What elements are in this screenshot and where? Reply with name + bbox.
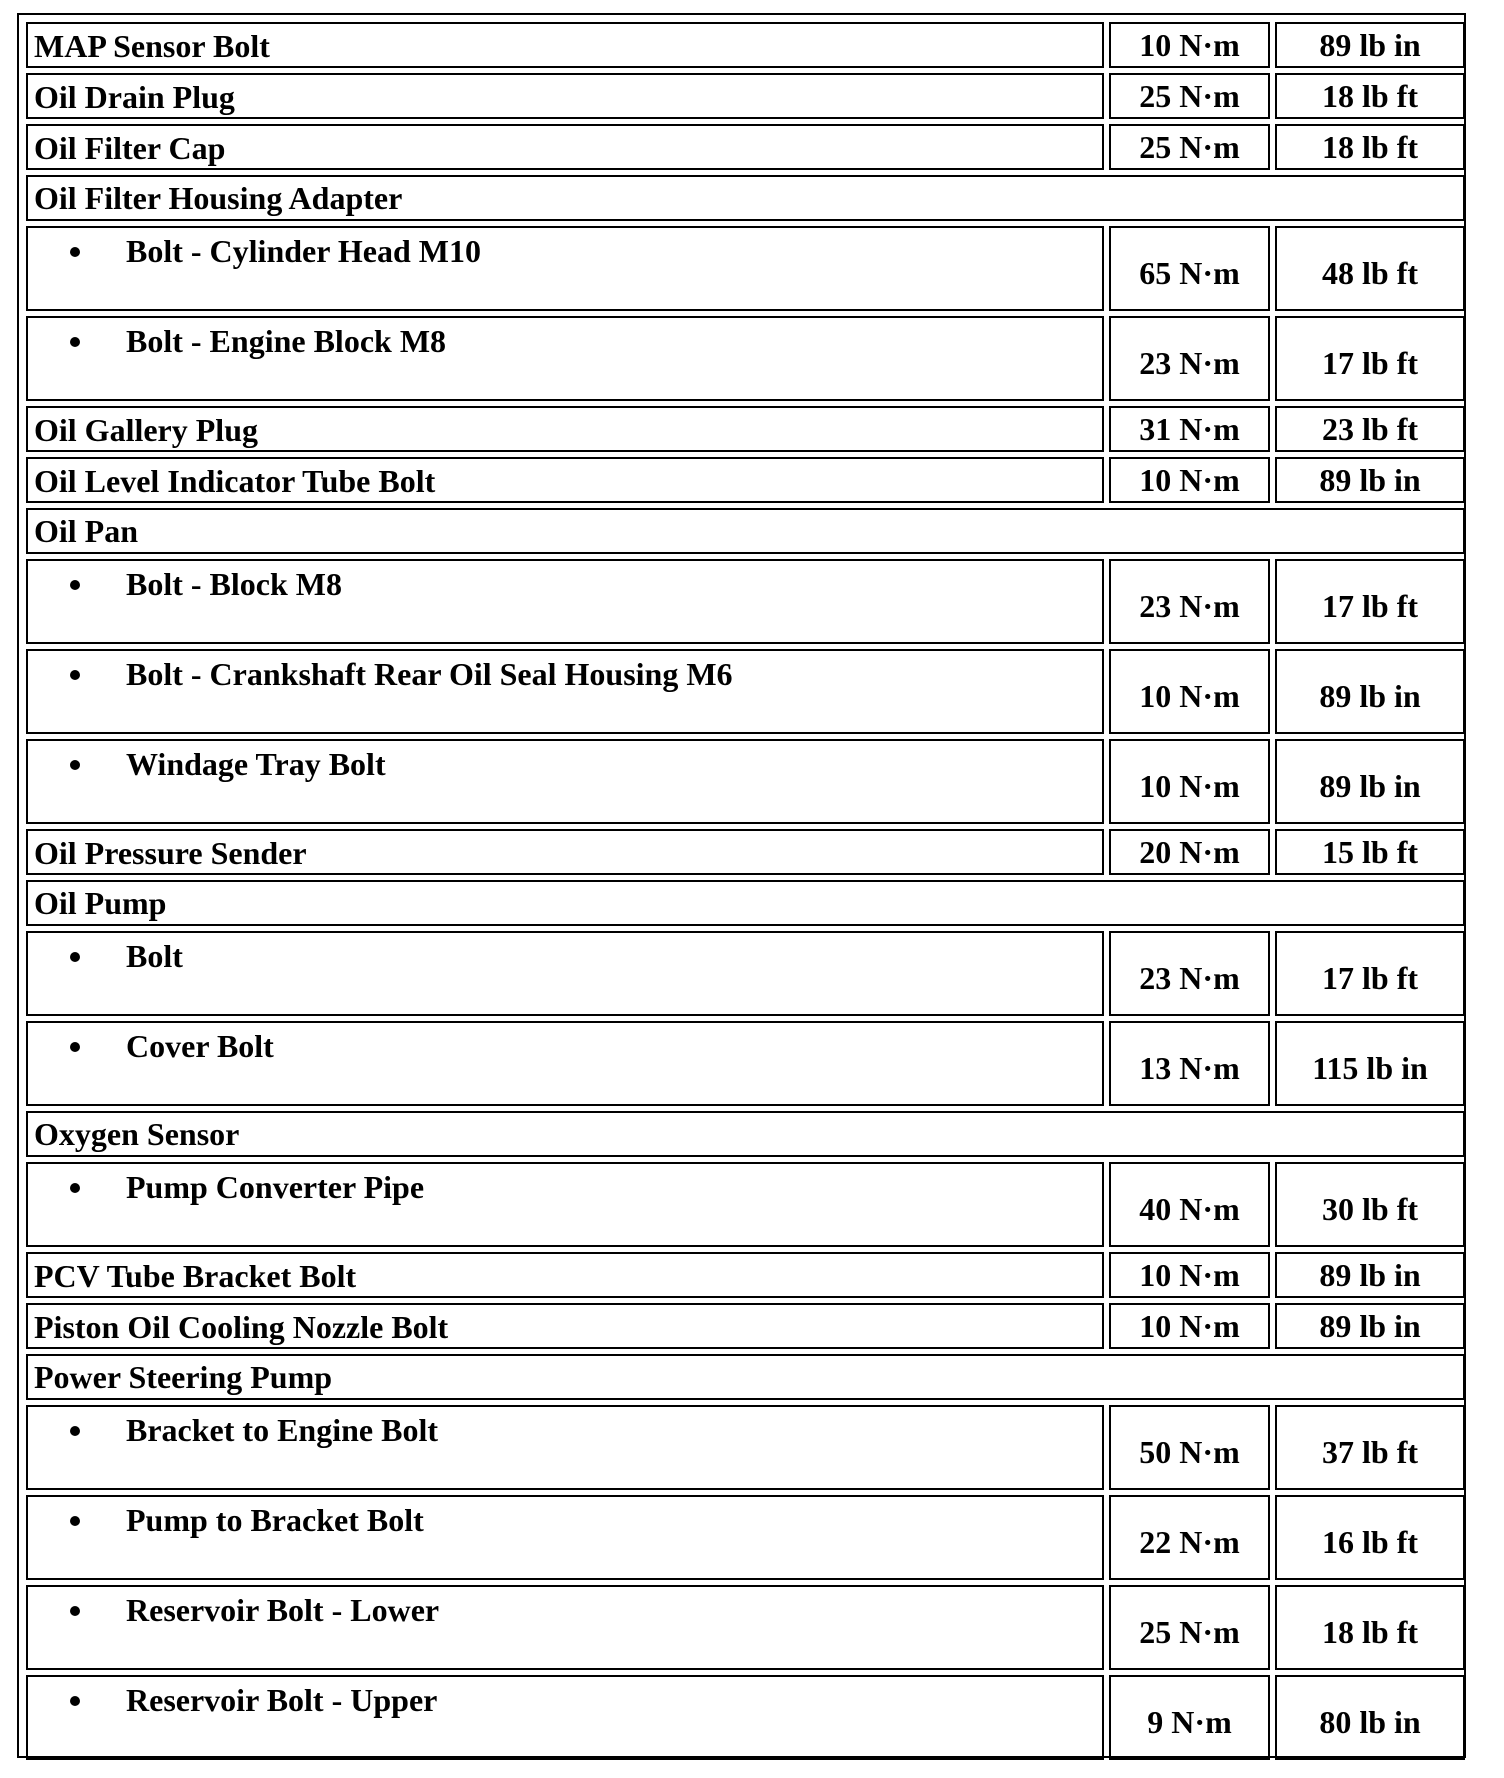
- bullet-icon: [70, 1183, 80, 1193]
- table-sub-row: [26, 316, 1465, 401]
- component-name-cell: [26, 226, 1104, 311]
- bullet-icon: [70, 670, 80, 680]
- metric-torque-value: 10 N·m: [1109, 457, 1270, 503]
- component-name-cell: [26, 649, 1104, 734]
- table-section-header-row: [26, 175, 1465, 221]
- table-sub-row: [26, 1405, 1465, 1490]
- section-header-label: Power Steering Pump: [26, 1354, 1465, 1400]
- metric-torque-value: 22 N·m: [1109, 1495, 1270, 1580]
- imperial-torque-value: 30 lb ft: [1275, 1162, 1465, 1247]
- imperial-torque-value: 18 lb ft: [1275, 1585, 1465, 1670]
- metric-torque-value: 13 N·m: [1109, 1021, 1270, 1106]
- imperial-torque-value: 89 lb in: [1275, 1252, 1465, 1298]
- imperial-torque-value: 23 lb ft: [1275, 406, 1465, 452]
- bullet-icon: [70, 247, 80, 257]
- component-name-cell: [26, 124, 1104, 170]
- bullet-icon: [70, 1426, 80, 1436]
- component-name-cell: [26, 559, 1104, 644]
- component-name: MAP Sensor Bolt: [34, 28, 270, 64]
- imperial-torque-value: 89 lb in: [1275, 22, 1465, 68]
- table-sub-row: [26, 226, 1465, 311]
- component-name: Bolt - Engine Block M8: [126, 323, 447, 359]
- metric-torque-value: 9 N·m: [1109, 1675, 1270, 1760]
- component-name: Windage Tray Bolt: [126, 746, 386, 782]
- table-sub-row: [26, 1021, 1465, 1106]
- metric-torque-value: 10 N·m: [1109, 739, 1270, 824]
- metric-torque-value: 23 N·m: [1109, 931, 1270, 1016]
- component-name-cell: [26, 1021, 1104, 1106]
- metric-torque-value: 10 N·m: [1109, 1303, 1270, 1349]
- metric-torque-value: 10 N·m: [1109, 649, 1270, 734]
- component-name: Oil Drain Plug: [34, 79, 235, 115]
- section-header-label: Oil Filter Housing Adapter: [26, 175, 1465, 221]
- bullet-icon: [70, 337, 80, 347]
- imperial-torque-value: 89 lb in: [1275, 739, 1465, 824]
- bullet-icon: [70, 1042, 80, 1052]
- torque-spec-table: [21, 17, 1470, 1765]
- bullet-icon: [70, 1696, 80, 1706]
- table-row: [26, 22, 1465, 68]
- section-header-label: Oil Pan: [26, 508, 1465, 554]
- table-row: [26, 829, 1465, 875]
- component-name-cell: [26, 931, 1104, 1016]
- component-name: Oil Level Indicator Tube Bolt: [34, 463, 436, 499]
- table-row: [26, 73, 1465, 119]
- component-name: Cover Bolt: [126, 1028, 274, 1064]
- component-name: Piston Oil Cooling Nozzle Bolt: [34, 1309, 449, 1345]
- component-name-cell: [26, 829, 1104, 875]
- bullet-icon: [70, 1516, 80, 1526]
- imperial-torque-value: 18 lb ft: [1275, 73, 1465, 119]
- table-sub-row: [26, 739, 1465, 824]
- imperial-torque-value: 89 lb in: [1275, 1303, 1465, 1349]
- metric-torque-value: 31 N·m: [1109, 406, 1270, 452]
- imperial-torque-value: 17 lb ft: [1275, 559, 1465, 644]
- component-name-cell: [26, 316, 1104, 401]
- imperial-torque-value: 48 lb ft: [1275, 226, 1465, 311]
- bullet-icon: [70, 580, 80, 590]
- imperial-torque-value: 16 lb ft: [1275, 1495, 1465, 1580]
- component-name: Pump Converter Pipe: [126, 1169, 425, 1205]
- imperial-torque-value: 80 lb in: [1275, 1675, 1465, 1760]
- component-name-cell: [26, 1162, 1104, 1247]
- table-sub-row: [26, 1162, 1465, 1247]
- table-section-header-row: [26, 1354, 1465, 1400]
- component-name: Bolt: [126, 938, 183, 974]
- component-name-cell: [26, 22, 1104, 68]
- component-name-cell: [26, 1675, 1104, 1760]
- table-section-header-row: [26, 1111, 1465, 1157]
- component-name-cell: [26, 1585, 1104, 1670]
- table-sub-row: [26, 1495, 1465, 1580]
- metric-torque-value: 25 N·m: [1109, 73, 1270, 119]
- metric-torque-value: 10 N·m: [1109, 22, 1270, 68]
- component-name-cell: [26, 457, 1104, 503]
- imperial-torque-value: 37 lb ft: [1275, 1405, 1465, 1490]
- component-name: PCV Tube Bracket Bolt: [34, 1258, 357, 1294]
- component-name-cell: [26, 73, 1104, 119]
- table-row: [26, 1252, 1465, 1298]
- component-name: Reservoir Bolt - Upper: [126, 1682, 438, 1718]
- imperial-torque-value: 18 lb ft: [1275, 124, 1465, 170]
- table-row: [26, 406, 1465, 452]
- component-name: Bolt - Block M8: [126, 566, 342, 602]
- metric-torque-value: 40 N·m: [1109, 1162, 1270, 1247]
- table-sub-row: [26, 649, 1465, 734]
- table-row: [26, 1303, 1465, 1349]
- component-name-cell: [26, 1252, 1104, 1298]
- section-header-label: Oil Pump: [26, 880, 1465, 926]
- imperial-torque-value: 17 lb ft: [1275, 931, 1465, 1016]
- table-row: [26, 457, 1465, 503]
- torque-spec-table-frame: [17, 13, 1466, 1758]
- metric-torque-value: 25 N·m: [1109, 1585, 1270, 1670]
- imperial-torque-value: 89 lb in: [1275, 649, 1465, 734]
- table-sub-row: [26, 559, 1465, 644]
- table-row: [26, 124, 1465, 170]
- bullet-icon: [70, 952, 80, 962]
- table-sub-row: [26, 931, 1465, 1016]
- component-name-cell: [26, 1303, 1104, 1349]
- metric-torque-value: 23 N·m: [1109, 559, 1270, 644]
- table-sub-row: [26, 1585, 1465, 1670]
- metric-torque-value: 50 N·m: [1109, 1405, 1270, 1490]
- component-name: Bracket to Engine Bolt: [126, 1412, 438, 1448]
- torque-spec-table-body: [26, 22, 1465, 1760]
- component-name-cell: [26, 739, 1104, 824]
- component-name: Oil Filter Cap: [34, 130, 226, 166]
- table-section-header-row: [26, 508, 1465, 554]
- component-name: Oil Gallery Plug: [34, 412, 258, 448]
- imperial-torque-value: 17 lb ft: [1275, 316, 1465, 401]
- component-name-cell: [26, 1495, 1104, 1580]
- section-header-label: Oxygen Sensor: [26, 1111, 1465, 1157]
- bullet-icon: [70, 1606, 80, 1616]
- metric-torque-value: 20 N·m: [1109, 829, 1270, 875]
- component-name: Bolt - Crankshaft Rear Oil Seal Housing M6: [126, 656, 733, 692]
- component-name: Bolt - Cylinder Head M10: [126, 233, 481, 269]
- component-name: Reservoir Bolt - Lower: [126, 1592, 440, 1628]
- component-name: Oil Pressure Sender: [34, 835, 307, 871]
- imperial-torque-value: 15 lb ft: [1275, 829, 1465, 875]
- imperial-torque-value: 89 lb in: [1275, 457, 1465, 503]
- metric-torque-value: 23 N·m: [1109, 316, 1270, 401]
- bullet-icon: [70, 760, 80, 770]
- component-name: Pump to Bracket Bolt: [126, 1502, 424, 1538]
- component-name-cell: [26, 1405, 1104, 1490]
- metric-torque-value: 10 N·m: [1109, 1252, 1270, 1298]
- metric-torque-value: 65 N·m: [1109, 226, 1270, 311]
- table-section-header-row: [26, 880, 1465, 926]
- component-name-cell: [26, 406, 1104, 452]
- imperial-torque-value: 115 lb in: [1275, 1021, 1465, 1106]
- metric-torque-value: 25 N·m: [1109, 124, 1270, 170]
- table-sub-row: [26, 1675, 1465, 1760]
